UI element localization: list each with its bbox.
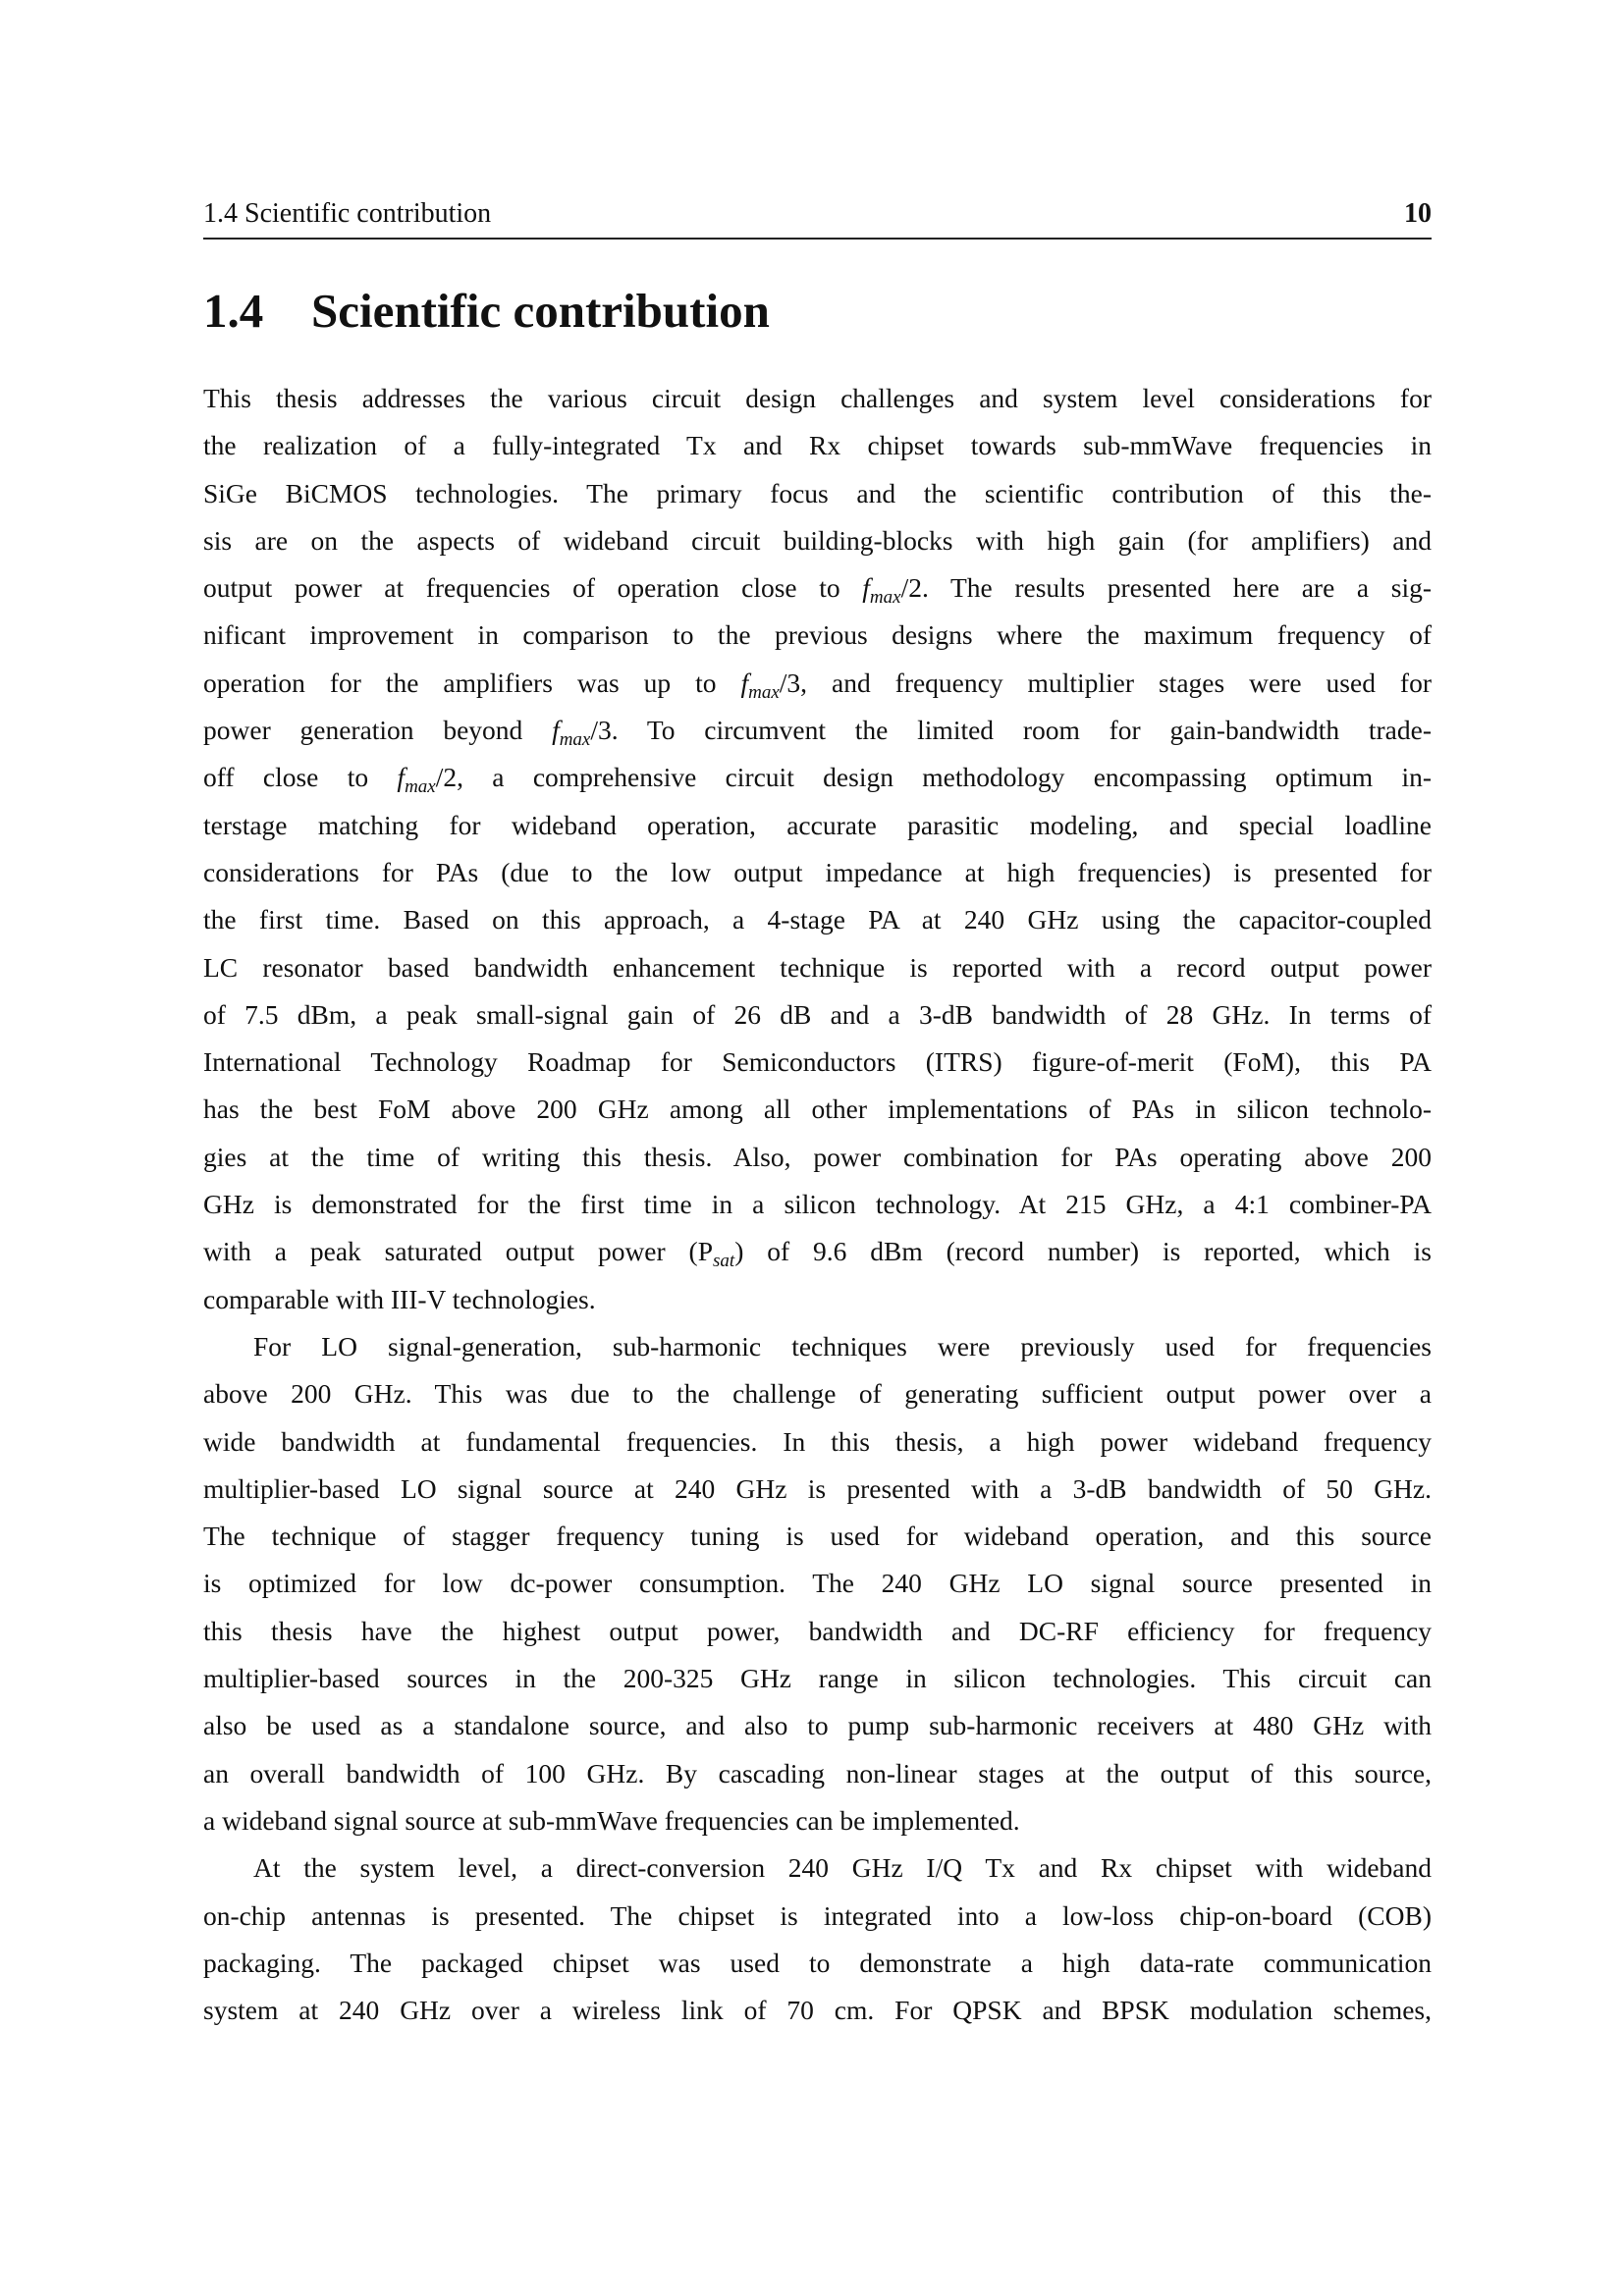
text-line <box>203 1893 1432 1940</box>
text-line <box>203 1702 1432 1749</box>
section-number: 1.4 <box>203 284 264 338</box>
text-segment: multiplier-based sources in the 200-325 GHz range in silicon technologies. This circuit can <box>203 1663 1432 1694</box>
text-line <box>203 564 1432 612</box>
math-variable: f <box>862 572 870 604</box>
text-line <box>203 1513 1432 1560</box>
text-line <box>203 754 1432 801</box>
text-segment: off close to <box>203 762 398 793</box>
text-segment: operation for the amplifiers was up to <box>203 667 741 698</box>
text-line <box>203 1134 1432 1181</box>
text-segment: also be used as a standalone source, and also to pump sub-harmonic receivers at 480 GHz with <box>203 1710 1432 1741</box>
text-line <box>203 1039 1432 1086</box>
text-segment: sis are on the aspects of wideband circuit building-blocks with high gain (for amplifiers) and <box>203 524 1432 556</box>
section-title: Scientific contribution <box>311 284 770 338</box>
text-line <box>203 707 1432 754</box>
text-segment: /3, and frequency multiplier stages were used for <box>779 667 1432 698</box>
section-heading <box>203 283 770 339</box>
text-segment: multiplier-based LO signal source at 240 GHz is presented with a 3-dB bandwidth of 50 GHz. <box>203 1472 1432 1504</box>
text-line <box>203 1276 1432 1323</box>
running-header <box>203 198 1432 240</box>
text-segment: This thesis addresses the various circuit design challenges and system level considerations for <box>203 383 1432 413</box>
page-number: 10 <box>1404 198 1432 229</box>
text-segment: /2, a comprehensive circuit design methodology encompassing optimum in- <box>435 762 1433 793</box>
text-segment: ) of 9.6 dBm (record number) is reported, which is <box>734 1236 1432 1267</box>
text-line <box>203 1655 1432 1702</box>
text-line <box>203 1086 1432 1133</box>
text-line <box>203 1228 1432 1275</box>
text-segment: The technique of stagger frequency tuning is used for wideband operation, and this source <box>203 1521 1432 1552</box>
math-subscript: max <box>559 729 591 751</box>
math-subscript: max <box>405 776 436 798</box>
text-line <box>203 1844 1432 1892</box>
text-line <box>203 1560 1432 1607</box>
math-symbol <box>740 667 780 703</box>
text-line <box>203 1750 1432 1797</box>
text-line <box>203 1181 1432 1228</box>
text-line <box>203 422 1432 469</box>
text-segment: LC resonator based bandwidth enhancement technique is reported with a record output power <box>203 951 1432 983</box>
text-line <box>203 849 1432 896</box>
text-segment: a wideband signal source at sub-mmWave frequencies can be implemented. <box>203 1804 1020 1836</box>
math-subscript: max <box>869 587 901 609</box>
text-segment: nificant improvement in comparison to the previous designs where the maximum frequency of <box>203 619 1432 651</box>
text-line <box>203 612 1432 659</box>
text-segment: output power at frequencies of operation close to <box>203 572 863 604</box>
math-variable: f <box>552 715 560 746</box>
text-line <box>203 1466 1432 1513</box>
text-segment: /3. To circumvent the limited room for gain-bandwidth trade- <box>590 715 1432 746</box>
text-segment: power generation beyond <box>203 715 553 746</box>
text-segment: is optimized for low dc-power consumption. The 240 GHz LO signal source presented in <box>203 1568 1432 1599</box>
text-segment: comparable with III-V technologies. <box>203 1283 596 1314</box>
text-line <box>203 1418 1432 1466</box>
text-segment: wide bandwidth at fundamental frequencies. In this thesis, a high power wideband frequency <box>203 1425 1432 1457</box>
text-segment: /2. The results presented here are a sig- <box>900 572 1432 604</box>
text-line <box>203 1987 1432 2034</box>
text-segment: International Technology Roadmap for Semiconductors (ITRS) figure-of-merit (FoM), this PA <box>203 1046 1432 1078</box>
text-segment: gies at the time of writing this thesis. Also, power combination for PAs operating above 200 <box>203 1141 1432 1172</box>
math-variable: f <box>397 762 406 793</box>
text-segment: an overall bandwidth of 100 GHz. By cascading non-linear stages at the output of this source, <box>203 1757 1432 1789</box>
text-segment: this thesis have the highest output power, bandwidth and DC-RF efficiency for frequency <box>203 1615 1432 1646</box>
text-segment: terstage matching for wideband operation, accurate parasitic modeling, and special loadline <box>203 809 1432 840</box>
text-segment: on-chip antennas is presented. The chipset is integrated into a low-loss chip-on-board (COB) <box>203 1899 1432 1931</box>
text-segment: with a peak saturated output power (P <box>203 1236 714 1267</box>
text-line <box>203 944 1432 991</box>
text-line <box>203 1940 1432 1987</box>
text-line <box>203 1323 1432 1370</box>
text-segment: At the system level, a direct-conversion 240 GHz I/Q Tx and Rx chipset with wideband <box>253 1852 1432 1884</box>
math-symbol <box>862 572 901 609</box>
running-header-section: 1.4 Scientific contribution <box>203 198 492 229</box>
body-text <box>203 375 1432 2034</box>
text-line <box>203 896 1432 943</box>
text-line <box>203 375 1432 422</box>
text-segment: packaging. The packaged chipset was used to demonstrate a high data-rate communication <box>203 1947 1432 1978</box>
text-line <box>203 1797 1432 1844</box>
text-segment: GHz is demonstrated for the first time in a silicon technology. At 215 GHz, a 4:1 combiner-PA <box>203 1189 1432 1220</box>
math-symbol <box>397 762 436 798</box>
text-segment: of 7.5 dBm, a peak small-signal gain of 26 dB and a 3-dB bandwidth of 28 GHz. In terms of <box>203 998 1432 1030</box>
text-segment: the first time. Based on this approach, a 4-stage PA at 240 GHz using the capacitor-coupled <box>203 904 1432 935</box>
text-segment: SiGe BiCMOS technologies. The primary focus and the scientific contribution of this the- <box>203 477 1432 508</box>
text-line <box>203 1608 1432 1655</box>
text-segment: For LO signal-generation, sub-harmonic techniques were previously used for frequencies <box>253 1330 1432 1362</box>
text-segment: the realization of a fully-integrated Tx and Rx chipset towards sub-mmWave frequencies in <box>203 430 1432 461</box>
math-symbol <box>552 715 591 751</box>
math-symbol <box>713 1236 735 1272</box>
math-variable: f <box>740 667 749 698</box>
math-subscript: max <box>748 681 780 703</box>
text-segment: system at 240 GHz over a wireless link of 70 cm. For QPSK and BPSK modulation schemes, <box>203 1995 1432 2026</box>
text-segment: considerations for PAs (due to the low output impedance at high frequencies) is presented for <box>203 856 1432 887</box>
text-line <box>203 1370 1432 1417</box>
text-segment: above 200 GHz. This was due to the challenge of generating sufficient output power over a <box>203 1378 1432 1410</box>
text-line <box>203 470 1432 517</box>
text-line <box>203 991 1432 1039</box>
text-line <box>203 660 1432 707</box>
math-subscript: sat <box>713 1251 735 1272</box>
text-line <box>203 517 1432 564</box>
text-line <box>203 802 1432 849</box>
text-segment: has the best FoM above 200 GHz among all other implementations of PAs in silicon technolo- <box>203 1094 1432 1125</box>
